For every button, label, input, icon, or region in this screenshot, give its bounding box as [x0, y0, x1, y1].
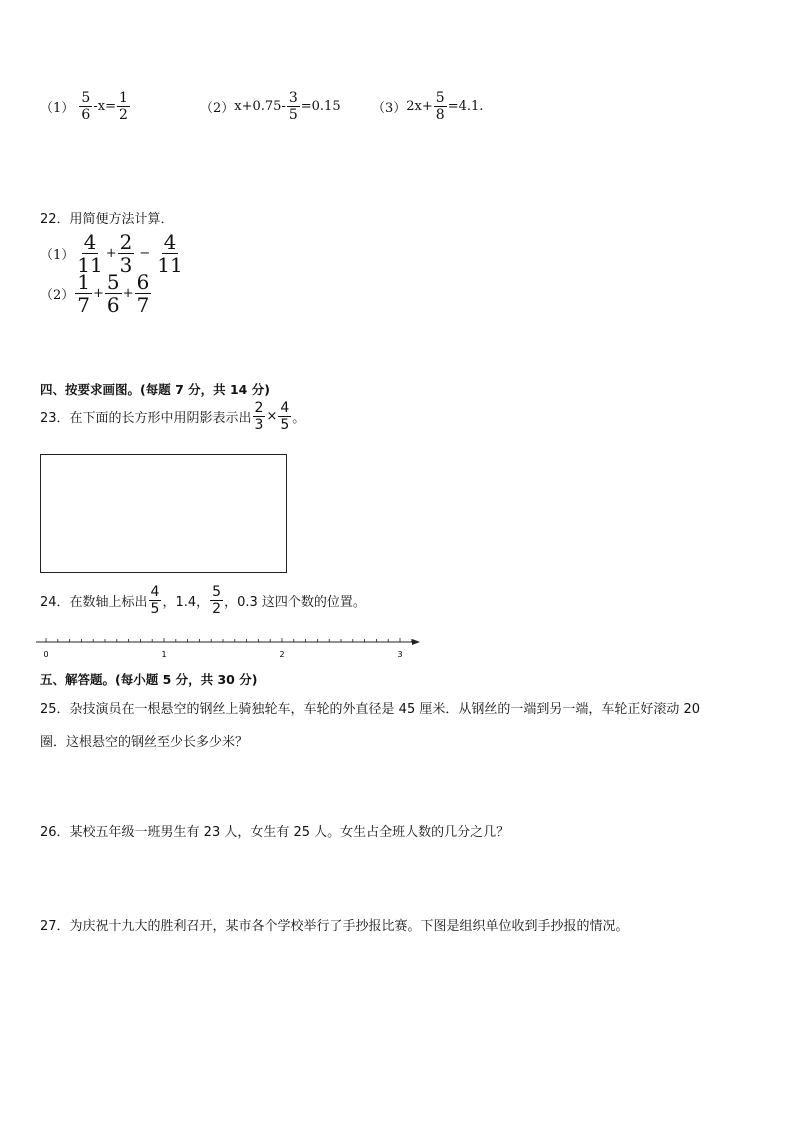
numerator: 2	[119, 230, 133, 254]
tick-label: 1	[161, 650, 167, 659]
q21-part1	[40, 91, 131, 122]
fraction	[253, 401, 266, 432]
numerator: 3	[288, 90, 298, 106]
number-line-axis	[36, 638, 420, 659]
q22-part1	[40, 232, 186, 275]
q24-question	[40, 585, 366, 616]
q22-part2	[40, 272, 152, 315]
question-text: 24．在数轴上标出	[40, 595, 148, 610]
fraction	[434, 91, 447, 122]
axis-arrow-icon	[412, 639, 420, 645]
denominator: 3	[254, 417, 264, 433]
denominator: 7	[136, 293, 150, 317]
part-label: （3）	[372, 101, 407, 116]
fraction	[75, 272, 92, 315]
q21-part3	[372, 91, 483, 122]
q25-line1: 25．杂技演员在一根悬空的钢丝上骑独轮车，车轮的外直径是 45 厘米．从钢丝的一端到另一端，车轮正好滚动 20	[40, 702, 701, 717]
numerator: 5	[212, 584, 222, 600]
equation-text: =0.15	[300, 99, 341, 114]
denominator: 11	[157, 253, 183, 277]
part-label: （1）	[40, 248, 75, 263]
section-five-title: 五、解答题。(每小题 5 分，共 30 分)	[40, 672, 258, 687]
fraction	[210, 585, 223, 616]
numerator: 6	[136, 270, 150, 294]
denominator: 2	[118, 107, 128, 123]
q26-question: 26．某校五年级一班男生有 23 人，女生有 25 人。女生占全班人数的几分之几？	[40, 825, 510, 840]
denominator: 6	[106, 293, 120, 317]
operator: +	[105, 246, 117, 261]
equation-text: -x=	[93, 99, 116, 114]
operator: +	[93, 286, 104, 301]
operator: ×	[266, 409, 278, 424]
operator: +	[122, 286, 134, 301]
equation-text: 2x+	[406, 99, 433, 114]
fraction	[278, 401, 291, 432]
question-text: ，0.3 这四个数的位置。	[224, 595, 366, 610]
denominator: 6	[81, 107, 91, 123]
denominator: 7	[77, 293, 91, 317]
numerator: 5	[435, 90, 445, 106]
numerator: 5	[106, 270, 120, 294]
numerator: 5	[81, 90, 91, 106]
drawing-rectangle[interactable]	[40, 454, 287, 573]
numerator: 1	[118, 90, 128, 106]
fraction	[149, 585, 162, 616]
numerator: 1	[77, 270, 91, 294]
operator: −	[139, 246, 151, 261]
denominator: 8	[435, 107, 445, 123]
tick-label: 2	[279, 650, 285, 659]
q22-title: 22．用简便方法计算．	[40, 212, 174, 227]
denominator: 2	[212, 601, 222, 617]
question-text: 23．在下面的长方形中用阴影表示出	[40, 411, 252, 426]
equation-text: x+0.75-	[234, 99, 286, 114]
fraction	[155, 232, 184, 275]
part-label: （2）	[200, 101, 235, 116]
tick-label: 0	[43, 650, 49, 659]
q23-question	[40, 401, 305, 432]
equation-text: =4.1.	[447, 99, 484, 114]
numerator: 4	[163, 230, 177, 254]
fraction	[105, 272, 122, 315]
question-text: ，1.4，	[162, 595, 210, 610]
q21-part2	[200, 91, 341, 122]
numerator: 4	[83, 230, 97, 254]
q27-question: 27．为庆祝十九大的胜利召开，某市各个学校举行了手抄报比赛。下图是组织单位收到手抄报的情况。	[40, 919, 629, 934]
denominator: 3	[119, 253, 133, 277]
numerator: 2	[254, 400, 264, 416]
fraction	[118, 232, 135, 275]
part-label: （2）	[40, 288, 75, 303]
question-text: 。	[292, 411, 306, 426]
number-line[interactable]	[36, 634, 426, 664]
denominator: 5	[288, 107, 298, 123]
denominator: 11	[77, 253, 103, 277]
q25-line2: 圈．这根悬空的钢丝至少长多少米？	[40, 735, 249, 750]
fraction	[287, 91, 300, 122]
denominator: 5	[280, 417, 290, 433]
numerator: 4	[280, 400, 290, 416]
numerator: 4	[150, 584, 160, 600]
fraction	[135, 272, 152, 315]
section-four-title: 四、按要求画图。(每题 7 分，共 14 分)	[40, 382, 270, 397]
fraction	[117, 91, 130, 122]
tick-label: 3	[397, 650, 403, 659]
part-label: （1）	[40, 101, 75, 116]
fraction	[75, 232, 104, 275]
fraction	[79, 91, 92, 122]
denominator: 5	[150, 601, 160, 617]
